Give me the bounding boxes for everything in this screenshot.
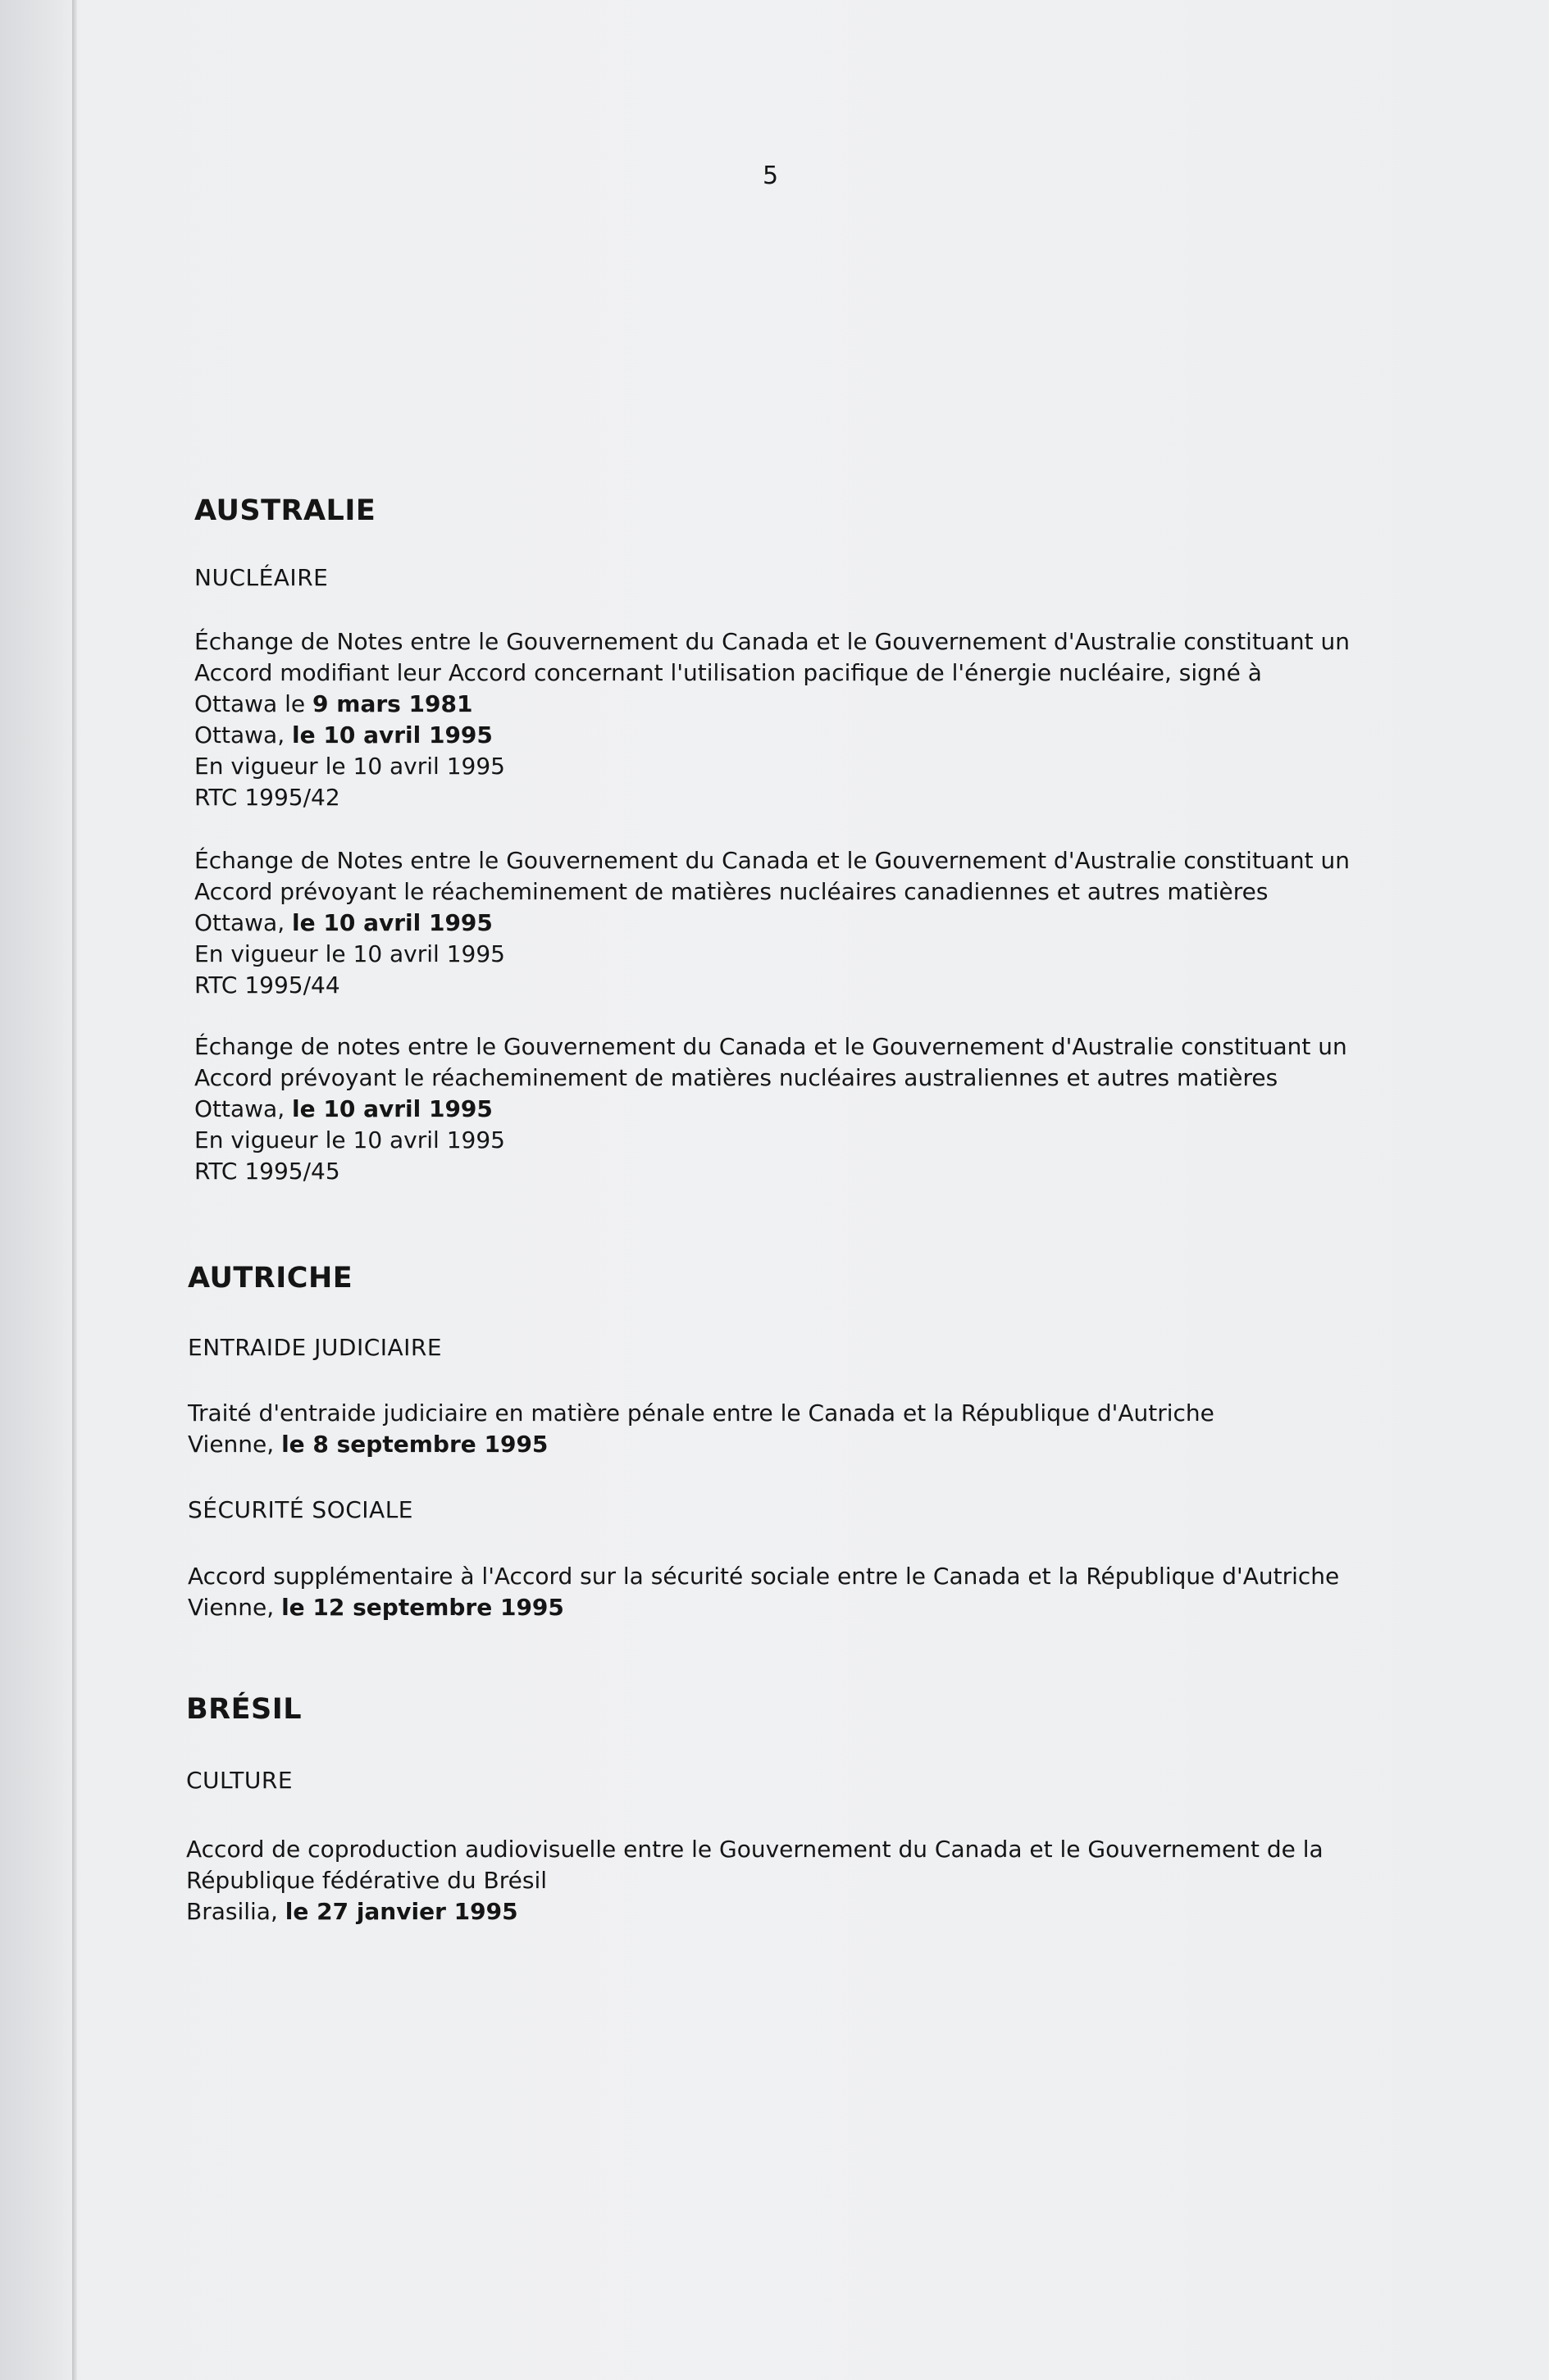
signed-date: le 8 septembre 1995 [281, 1431, 549, 1458]
page-number: 5 [763, 162, 779, 190]
page-edge-shadow [72, 0, 77, 2380]
signed-date: 9 mars 1981 [312, 690, 473, 717]
entry-signed-line: Ottawa, le 10 avril 1995 [194, 1095, 493, 1122]
country-heading-bresil: BRÉSIL [186, 1693, 303, 1726]
entry-signed-line: Ottawa, le 10 avril 1995 [194, 721, 493, 749]
entry-title-line: Traité d'entraide judiciaire en matière pénale entre le Canada et la République d'Autriche [188, 1399, 1214, 1427]
subject-heading-culture: CULTURE [186, 1767, 294, 1794]
entry-title-line: Accord prévoyant le réacheminement de matières nucléaires australiennes et autres matières [194, 1064, 1278, 1091]
treaty-entry [188, 1561, 1467, 1623]
entry-in-force: En vigueur le 10 avril 1995 [194, 1126, 505, 1154]
entry-signed-line: Vienne, le 8 septembre 1995 [188, 1431, 549, 1458]
entry-reference: RTC 1995/45 [194, 1158, 340, 1185]
entry-title-line: Échange de Notes entre le Gouvernement du Canada et le Gouvernement d'Australie constituant un [194, 628, 1350, 655]
entry-title-line: Accord de coproduction audiovisuelle entre le Gouvernement du Canada et le Gouvernement de la [186, 1836, 1323, 1863]
entry-reference: RTC 1995/42 [194, 784, 340, 811]
subject-heading-entraide-judiciaire: ENTRAIDE JUDICIAIRE [188, 1334, 443, 1361]
country-heading-australie: AUSTRALIE [194, 494, 376, 527]
entry-signed-line: Ottawa le 9 mars 1981 [194, 690, 473, 717]
treaty-entry [194, 845, 1474, 1001]
entry-title-line: Accord supplémentaire à l'Accord sur la sécurité sociale entre le Canada et la République d'Autriche [188, 1563, 1340, 1590]
treaty-entry [188, 1398, 1467, 1460]
treaty-entry [194, 626, 1474, 813]
entry-reference: RTC 1995/44 [194, 972, 340, 999]
entry-title-line: Échange de Notes entre le Gouvernement du Canada et le Gouvernement d'Australie constituant un [194, 847, 1350, 874]
entry-signed-line: Ottawa, le 10 avril 1995 [194, 909, 493, 936]
entry-in-force: En vigueur le 10 avril 1995 [194, 753, 505, 780]
entry-title-line: République fédérative du Brésil [186, 1867, 548, 1894]
signed-date: le 27 janvier 1995 [285, 1898, 518, 1925]
entry-signed-line: Vienne, le 12 septembre 1995 [188, 1594, 564, 1621]
subject-heading-securite-sociale: SÉCURITÉ SOCIALE [188, 1496, 413, 1523]
country-heading-autriche: AUTRICHE [188, 1262, 353, 1295]
entry-title-line: Accord prévoyant le réacheminement de matières nucléaires canadiennes et autres matières [194, 878, 1269, 905]
entry-title-line: Accord modifiant leur Accord concernant l'utilisation pacifique de l'énergie nucléaire, signé à [194, 659, 1262, 686]
signed-date: le 12 septembre 1995 [281, 1594, 564, 1621]
signed-date: le 10 avril 1995 [292, 909, 493, 936]
subject-heading-nucleaire: NUCLÉAIRE [194, 564, 329, 591]
treaty-entry [186, 1834, 1465, 1927]
entry-title-line: Échange de notes entre le Gouvernement du Canada et le Gouvernement d'Australie constituant un [194, 1033, 1347, 1060]
entry-in-force: En vigueur le 10 avril 1995 [194, 940, 505, 967]
signed-date: le 10 avril 1995 [292, 721, 493, 749]
entry-signed-line: Brasilia, le 27 janvier 1995 [186, 1898, 518, 1925]
treaty-entry [194, 1031, 1474, 1187]
signed-date: le 10 avril 1995 [292, 1095, 493, 1122]
